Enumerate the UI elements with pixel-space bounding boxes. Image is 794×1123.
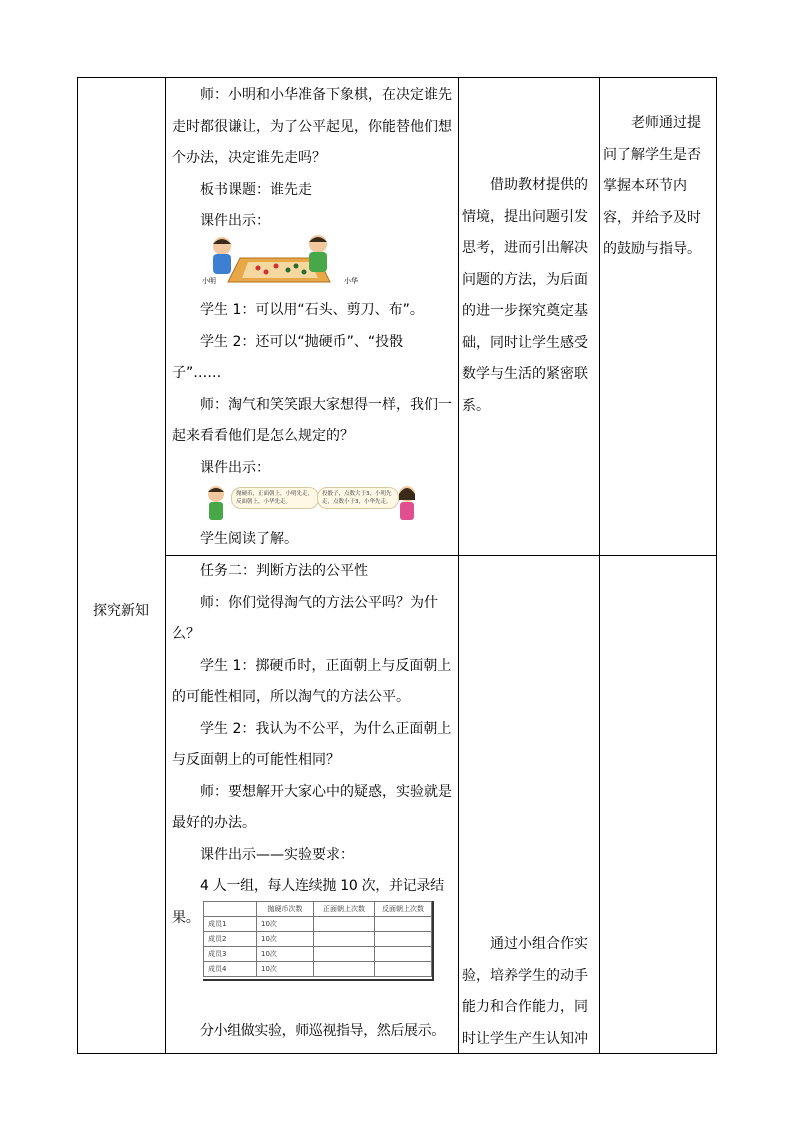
method-illustration [203, 484, 423, 524]
table-row [204, 962, 432, 977]
toss-count-cell: 10次 [257, 932, 314, 947]
process-block-1b [172, 295, 452, 484]
process-block-1 [172, 80, 452, 238]
member-cell: 成员2 [204, 932, 257, 947]
toss-count-cell: 10次 [257, 917, 314, 932]
table-border-bottom [77, 1053, 717, 1054]
student-1-reason: 学生 1：掷硬币时，正面朝上与反面朝上的可能性相同，所以淘气的方法公平。 [172, 657, 452, 705]
heads-cell [314, 932, 375, 947]
intent-block-2 [462, 929, 596, 1052]
heads-cell [314, 962, 375, 977]
student-2-answer: 学生 2：还可以“抛硬币”、“投骰子”…… [172, 333, 404, 381]
task-two-title: 任务二：判断方法的公平性 [200, 563, 368, 579]
header-cell [204, 902, 257, 917]
process-block-2b [172, 1016, 457, 1048]
experiment-requirement: 4 人一组，每人连续抛 10 次，并记录结果。 [172, 878, 444, 926]
table-border-right [716, 77, 717, 1054]
table-border-top [77, 77, 717, 78]
experiment-requirement-title: 课件出示——实验要求： [200, 846, 354, 863]
right-child-label: 小华 [344, 277, 358, 285]
heads-cell [314, 917, 375, 932]
chess-illustration [200, 232, 358, 288]
courseware-show-2: 课件出示： [200, 459, 270, 476]
header-cell: 反面朝上次数 [375, 902, 432, 917]
left-speech-bubble: 抛硬币，正面朝上，小明先走，反面朝上，小华先走。 [231, 487, 319, 509]
group-experiment: 分小组做实验，师巡视指导，然后展示。 [200, 1023, 445, 1039]
column-divider-3 [599, 77, 600, 1054]
heads-cell [314, 947, 375, 962]
experiment-table-header [204, 902, 432, 917]
process-block-1c [172, 524, 452, 556]
design-intent-2: 通过小组合作实验，培养学生的动手能力和合作能力，同时让学生产生认知冲 [462, 936, 588, 1047]
tails-cell [375, 917, 432, 932]
column-divider-1 [165, 77, 166, 1054]
member-cell: 成员1 [204, 917, 257, 932]
table-row [204, 932, 432, 947]
student-1-answer: 学生 1：可以用“石头、剪刀、布”。 [200, 302, 424, 318]
experiment-table [203, 901, 432, 977]
design-intent-1: 借助教材提供的情境，提出问题引发思考，进而引出解决问题的方法，为后面的进一步探究奠定基础，同时让学生感受数学与生活的紧密联系。 [462, 177, 588, 414]
teacher-question-2: 师：你们觉得淘气的方法公平吗？为什么？ [172, 594, 438, 642]
toss-count-cell: 10次 [257, 947, 314, 962]
member-cell: 成员3 [204, 947, 257, 962]
member-cell: 成员4 [204, 962, 257, 977]
teacher-experiment: 师：要想解开大家心中的疑惑，实验就是最好的办法。 [172, 783, 452, 831]
teacher-remark: 师：淘气和笑笑跟大家想得一样，我们一起来看看他们是怎么规定的？ [172, 396, 452, 444]
stage-label: 探究新知 [93, 603, 149, 619]
student-2-doubt: 学生 2：我认为不公平，为什么正面朝上与反面朝上的可能性相同？ [172, 720, 452, 768]
column-divider-2 [458, 77, 459, 1054]
students-read: 学生阅读了解。 [200, 531, 298, 547]
left-child-label: 小明 [202, 277, 216, 285]
tails-cell [375, 932, 432, 947]
chess-scene-image [200, 232, 358, 288]
tails-cell [375, 962, 432, 977]
header-cell: 抛硬币次数 [257, 902, 314, 917]
intent-block-1 [462, 170, 596, 422]
evaluation-note: 老师通过提问了解学生是否掌握本环节内容，并给予及时的鼓励与指导。 [603, 115, 701, 257]
board-title: 板书课题：谁先走 [200, 181, 312, 198]
right-speech-bubble: 投骰子，点数大于3，小明先走，点数小于3，小华先走。 [317, 487, 399, 509]
eval-block-1 [603, 108, 711, 266]
tails-cell [375, 947, 432, 962]
toss-count-cell: 10次 [257, 962, 314, 977]
table-row [204, 947, 432, 962]
process-block-2 [172, 556, 452, 934]
header-cell: 正面朝上次数 [314, 902, 375, 917]
courseware-show-1: 课件出示： [200, 213, 270, 229]
teacher-question: 师：小明和小华准备下象棋，在决定谁先走时都很谦让，为了公平起见，你能替他们想个办法，决定谁先走吗？ [172, 87, 452, 166]
table-row [204, 917, 432, 932]
table-border-left [77, 77, 78, 1054]
